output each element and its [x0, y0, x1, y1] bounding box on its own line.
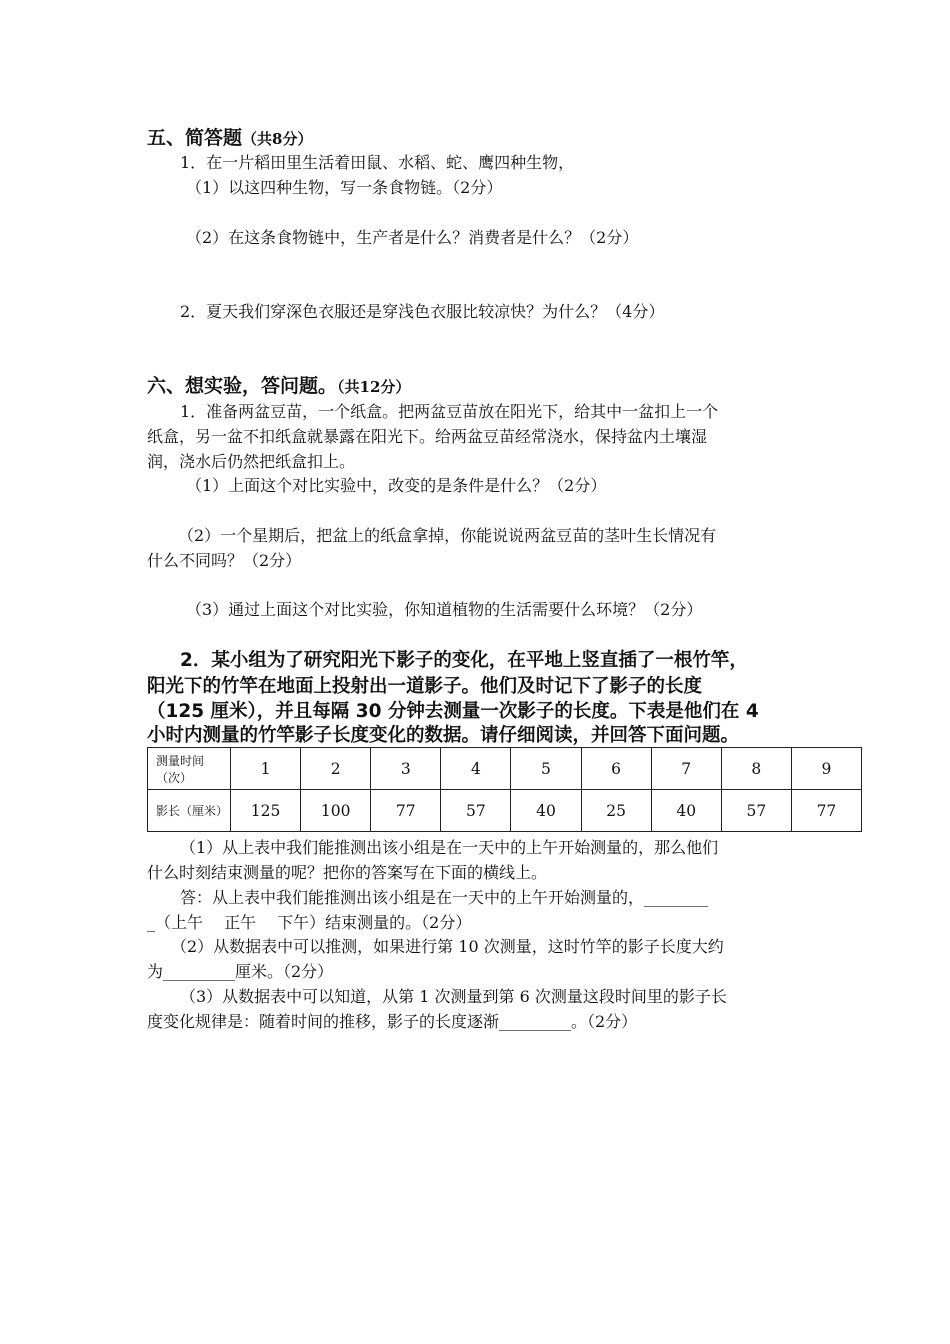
s5-q1-intro: 1．在一片稻田里生活着田鼠、水稻、蛇、鹰四种生物， [180, 153, 575, 172]
answer2-line2: 为_________厘米。（2分） [147, 962, 334, 981]
s6-q1-part2a: （2）一个星期后，把盆上的纸盒拿掉，你能说说两盆豆苗的茎叶生长情况有 [178, 526, 717, 545]
table-cell: 4 [441, 748, 511, 790]
s5-q1-part2: （2）在这条食物链中，生产者是什么？消费者是什么？（2分） [186, 228, 639, 247]
answer1-line1: （1）从上表中我们能推测出该小组是在一天中的上午开始测量的，那么他们 [180, 838, 719, 857]
table-cell: 40 [651, 790, 721, 832]
table-cell: 57 [721, 790, 791, 832]
s6-q2-line3: （125 厘米），并且每隔 30 分钟去测量一次影子的长度。下表是他们在 4 [147, 701, 759, 722]
s5-q1-part1: （1）以这四种生物，写一条食物链。（2分） [186, 178, 503, 197]
table-cell: 3 [371, 748, 441, 790]
answer3-line2: 度变化规律是：随着时间的推移，影子的长度逐渐_________。（2分） [147, 1012, 638, 1031]
s6-q2-line1: 2．某小组为了研究阳光下影子的变化，在平地上竖直插了一根竹竿， [180, 650, 748, 671]
table-cell: 1 [231, 748, 301, 790]
table-cell: 77 [371, 790, 441, 832]
table-cell: 125 [231, 790, 301, 832]
table-cell: 7 [651, 748, 721, 790]
table-cell: 8 [721, 748, 791, 790]
answer3-line1: （3）从数据表中可以知道，从第 1 次测量到第 6 次测量这段时间里的影子长 [180, 987, 727, 1006]
table-cell: 2 [301, 748, 371, 790]
table-cell: 25 [581, 790, 651, 832]
table-cell: 5 [511, 748, 581, 790]
table-cell: 77 [791, 790, 861, 832]
section5-score: （共8分） [242, 130, 313, 148]
section6-heading [147, 375, 410, 398]
table-cell: 9 [791, 748, 861, 790]
s6-q1-line2: 纸盒，另一盆不扣纸盒就暴露在阳光下。给两盆豆苗经常浇水，保持盆内土壤湿 [147, 427, 708, 446]
s6-q1-line1: 1．准备两盆豆苗，一个纸盒。把两盆豆苗放在阳光下，给其中一盆扣上一个 [180, 402, 719, 421]
s6-q1-part1: （1）上面这个对比实验中，改变的是条件是什么？（2分） [186, 476, 607, 495]
answer1-line2: 什么时刻结束测量的呢？把你的答案写在下面的横线上。 [147, 863, 548, 882]
table-row-times [148, 748, 862, 790]
s6-q2-line4: 小时内测量的竹竿影子长度变化的数据。请仔细阅读，并回答下面问题。 [147, 725, 740, 746]
section5-title: 五、简答题 [147, 127, 243, 149]
s6-q2-line2: 阳光下的竹竿在地面上投射出一道影子。他们及时记下了影子的长度 [147, 676, 703, 697]
table-cell: 6 [581, 748, 651, 790]
section6-score: （共12分） [337, 378, 411, 396]
s6-q1-part3: （3）通过上面这个对比实验，你知道植物的生活需要什么环境？（2分） [186, 600, 703, 619]
s6-q1-part2b: 什么不同吗？（2分） [147, 551, 302, 570]
table-cell: 40 [511, 790, 581, 832]
shadow-length-table [147, 747, 862, 832]
table-row-lengths [148, 790, 862, 832]
s5-q2: 2．夏天我们穿深色衣服还是穿浅色衣服比较凉快？为什么？（4分） [180, 302, 665, 321]
table-cell: 100 [301, 790, 371, 832]
answer1-line4: _（上午 正午 下午）结束测量的。（2分） [147, 913, 472, 932]
table-cell: 57 [441, 790, 511, 832]
row-header-times: 测量时间（次） [148, 748, 231, 790]
section5-heading [147, 127, 312, 150]
answer2-line1: （2）从数据表中可以推测，如果进行第 10 次测量，这时竹竿的影子长度大约 [171, 937, 724, 956]
s6-q1-line3: 润，浇水后仍然把纸盒扣上。 [147, 452, 356, 471]
row-header-lengths: 影长（厘米） [148, 790, 231, 832]
answer1-line3: 答：从上表中我们能推测出该小组是在一天中的上午开始测量的，________ [180, 888, 709, 907]
section6-title: 六、想实验，答问题。 [147, 375, 338, 397]
